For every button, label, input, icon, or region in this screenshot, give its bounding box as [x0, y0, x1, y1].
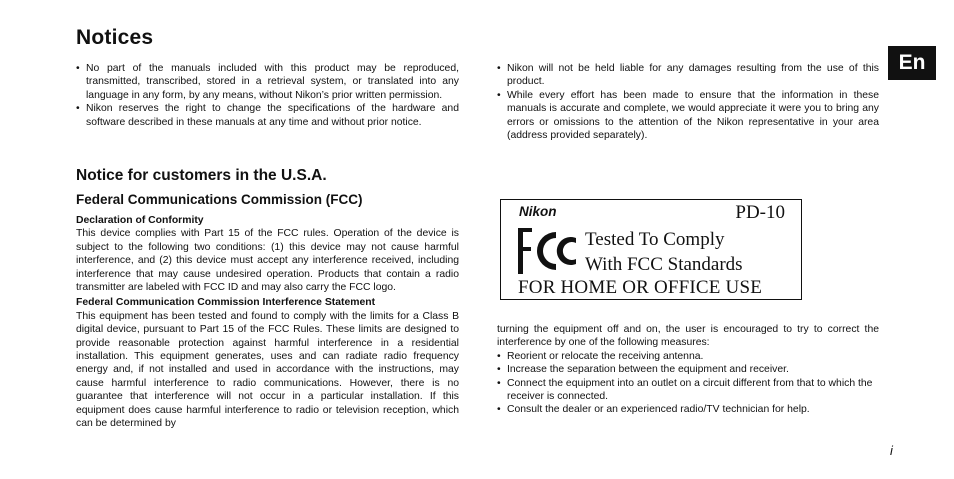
- interference-heading: Federal Communication Commission Interference Statement: [76, 297, 376, 309]
- notice-item: • Nikon reserves the right to change the specifications of the hardware and software described in these manuals at any time and without prior notice.: [76, 102, 459, 129]
- fcc-continued: [497, 323, 879, 417]
- fcc-logo-icon: [518, 228, 580, 274]
- nikon-brand-logo: Nikon: [519, 204, 557, 219]
- page-title: Notices: [76, 26, 154, 49]
- page-number: i: [890, 443, 893, 458]
- conformity-text: This device complies with Part 15 of the FCC rules. Operation of the device is subject to the following two conditions: (1) this device may not cause harmful interference, and (2) this device must accept any interference received, including interference that may cause undesired operation. Products that contain a radio transmitter are labeled with FCC ID and may also carry the FCC logo.: [76, 228, 459, 294]
- fcc-tested-text: [585, 227, 743, 277]
- fcc-heading: Federal Communications Commission (FCC): [76, 192, 363, 207]
- continued-text: turning the equipment off and on, the user is encouraged to try to correct the interference by one of the following measures:: [497, 324, 879, 349]
- notice-item: • Nikon will not be held liable for any damages resulting from the use of this product.: [497, 62, 879, 89]
- measure-item: • Increase the separation between the equipment and receiver.: [497, 363, 879, 376]
- home-office-line: FOR HOME OR OFFICE USE: [518, 277, 763, 298]
- measure-item: • Reorient or relocate the receiving antenna.: [497, 350, 879, 363]
- language-tab: En: [888, 46, 936, 80]
- interference-text: This equipment has been tested and found to comply with the limits for a Class B digital device, pursuant to Part 15 of the FCC Rules. These limits are designed to provide reasonable protection against harmful interference in a residential installation. This equipment generates, uses and can radiate radio frequency energy and, if not installed and used in accordance with the instructions, may cause harmful interference to radio communications. However, there is no guarantee that interference will not occur in a particular installation. If this equipment does cause harmful interference to radio or television reception, which can be determined by: [76, 310, 459, 430]
- conformity-heading: Declaration of Conformity: [76, 215, 204, 226]
- tested-line: Tested To Comply: [585, 229, 725, 250]
- notices-right: [497, 62, 879, 142]
- notice-item: • While every effort has been made to ensure that the information in these manuals is accurate and complete, we would appreciate it were you to bring any errors or omissions to the attention of the Nikon representative in your area (address provided separately).: [497, 89, 879, 143]
- standards-line: With FCC Standards: [585, 254, 743, 275]
- model-number: PD-10: [735, 202, 785, 223]
- measure-item: • Consult the dealer or an experienced radio/TV technician for help.: [497, 403, 879, 416]
- measure-item: • Connect the equipment into an outlet on a circuit different from that to which the receiver is connected.: [497, 377, 879, 404]
- notices-left: [76, 62, 459, 129]
- fcc-label: [500, 199, 802, 300]
- usa-heading: Notice for customers in the U.S.A.: [76, 167, 327, 184]
- notice-item: • No part of the manuals included with this product may be reproduced, transmitted, transcribed, stored in a retrieval system, or translated into any language in any form, by any means, without Nikon’s prior written permission.: [76, 62, 459, 102]
- fcc-body: [76, 214, 459, 431]
